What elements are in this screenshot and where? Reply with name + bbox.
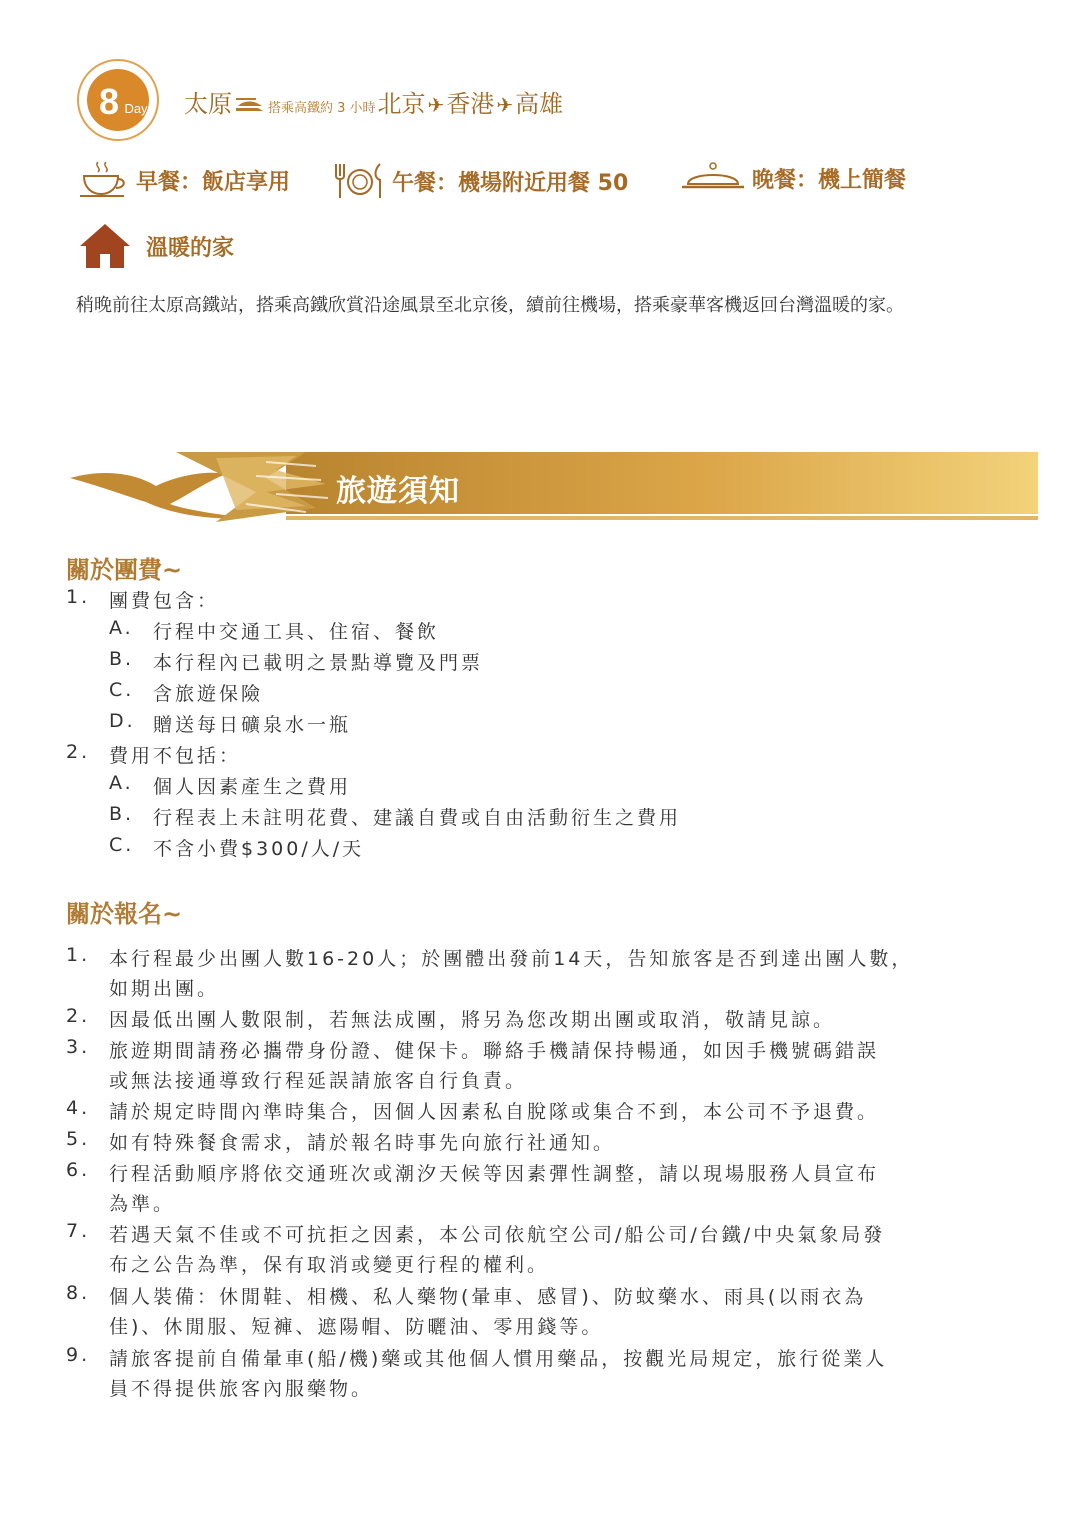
item-letter: C.: [109, 834, 135, 856]
item-letter: B.: [109, 803, 135, 825]
item-text: 費用不包括：: [109, 745, 242, 767]
hotel-label: 溫暖的家: [146, 235, 235, 261]
item-number: 1.: [66, 586, 91, 608]
item-text: 含旅遊保險: [153, 683, 264, 705]
item-text: 本行程最少出團人數16-20人；於團體出發前14天，告知旅客是否到達出團人數，: [109, 948, 914, 970]
coffee-cup-icon: [78, 160, 130, 200]
route-city-2: 北京: [377, 90, 426, 118]
item-letter: D.: [109, 710, 136, 732]
item-number: 6.: [66, 1159, 91, 1181]
route: [184, 84, 563, 119]
item-number: 7.: [66, 1220, 91, 1242]
house-icon: [78, 222, 132, 270]
section-banner: [66, 448, 1038, 526]
item-text-cont: 如期出團。: [109, 978, 220, 1000]
item-text: 行程活動順序將依交通班次或潮汐天候等因素彈性調整，請以現場服務人員宣布: [109, 1163, 880, 1185]
plane-icon: ✈: [496, 93, 514, 117]
day-number: 8: [98, 81, 120, 122]
item-text-cont: 為準。: [109, 1193, 176, 1215]
item-number: 5.: [66, 1128, 91, 1150]
item-number: 2.: [66, 1005, 91, 1027]
item-text-cont: 或無法接通導致行程延誤請旅客自行負責。: [109, 1070, 528, 1092]
item-number: 4.: [66, 1097, 91, 1119]
plane-icon: ✈: [427, 93, 445, 117]
item-text: 行程表上未註明花費、建議自費或自由活動衍生之費用: [153, 807, 682, 829]
item-text: 贈送每日礦泉水一瓶: [153, 714, 352, 736]
item-text: 本行程內已載明之景點導覽及門票: [153, 652, 484, 674]
hotel: [78, 222, 234, 270]
item-text-cont: 員不得提供旅客內服藥物。: [109, 1378, 374, 1400]
item-text: 行程中交通工具、住宿、餐飲: [153, 621, 440, 643]
item-number: 8.: [66, 1282, 91, 1304]
item-text: 請於規定時間內準時集合，因個人因素私自脫隊或集合不到，本公司不予退費。: [109, 1101, 880, 1123]
signup-list: [66, 944, 1026, 1404]
breakfast-label: 早餐：飯店享用: [136, 169, 291, 195]
signup-section-title: 關於報名~: [66, 900, 183, 928]
item-number: 9.: [66, 1344, 91, 1366]
day-label: Day: [124, 101, 148, 116]
dinner-label: 晚餐：機上簡餐: [752, 167, 907, 193]
item-text: 不含小費$300/人/天: [153, 838, 365, 860]
fees-section-title: 關於團費~: [66, 556, 183, 584]
item-letter: C.: [109, 679, 135, 701]
item-letter: B.: [109, 648, 135, 670]
meal-dinner: [680, 160, 906, 196]
item-letter: A.: [109, 772, 134, 794]
banner-title: 旅遊須知: [336, 474, 460, 509]
fees-list: [66, 586, 1026, 876]
route-city-4: 高雄: [515, 90, 564, 118]
item-letter: A.: [109, 617, 134, 639]
lunch-label: 午餐：機場附近用餐 50: [392, 170, 629, 196]
train-icon: [234, 96, 264, 112]
cloche-icon: [680, 160, 746, 196]
meal-breakfast: [78, 160, 290, 200]
meal-lunch: [330, 160, 628, 202]
item-text: 請旅客提前自備暈車(船/機)藥或其他個人慣用藥品，按觀光局規定，旅行從業人: [109, 1348, 888, 1370]
item-text: 團費包含：: [109, 590, 220, 612]
item-text: 個人因素產生之費用: [153, 776, 352, 798]
item-number: 1.: [66, 944, 91, 966]
item-text: 若遇天氣不佳或不可抗拒之因素，本公司依航空公司/船公司/台鐵/中央氣象局發: [109, 1224, 886, 1246]
route-from: 太原: [184, 90, 232, 118]
item-text-cont: 佳)、休閒服、短褲、遮陽帽、防曬油、零用錢等。: [109, 1316, 604, 1338]
item-text: 旅遊期間請務必攜帶身份證、健保卡。聯絡手機請保持暢通，如因手機號碼錯誤: [109, 1040, 880, 1062]
day-badge: [74, 56, 162, 144]
item-number: 3.: [66, 1036, 91, 1058]
day-description: 稍晚前往太原高鐵站，搭乘高鐵欣賞沿途風景至北京後，續前往機場，搭乘豪華客機返回台灣溫暖的家。: [76, 295, 904, 316]
item-text: 個人裝備：休閒鞋、相機、私人藥物(暈車、感冒)、防蚊藥水、雨具(以雨衣為: [109, 1286, 867, 1308]
item-text-cont: 布之公告為準，保有取消或變更行程的權利。: [109, 1254, 550, 1276]
train-note: 搭乘高鐵約 3 小時: [268, 101, 376, 116]
item-number: 2.: [66, 741, 91, 763]
item-text: 因最低出團人數限制，若無法成團，將另為您改期出團或取消，敬請見諒。: [109, 1009, 836, 1031]
plate-cutlery-icon: [330, 160, 386, 202]
item-text: 如有特殊餐食需求，請於報名時事先向旅行社通知。: [109, 1132, 616, 1154]
route-city-3: 香港: [446, 90, 495, 118]
